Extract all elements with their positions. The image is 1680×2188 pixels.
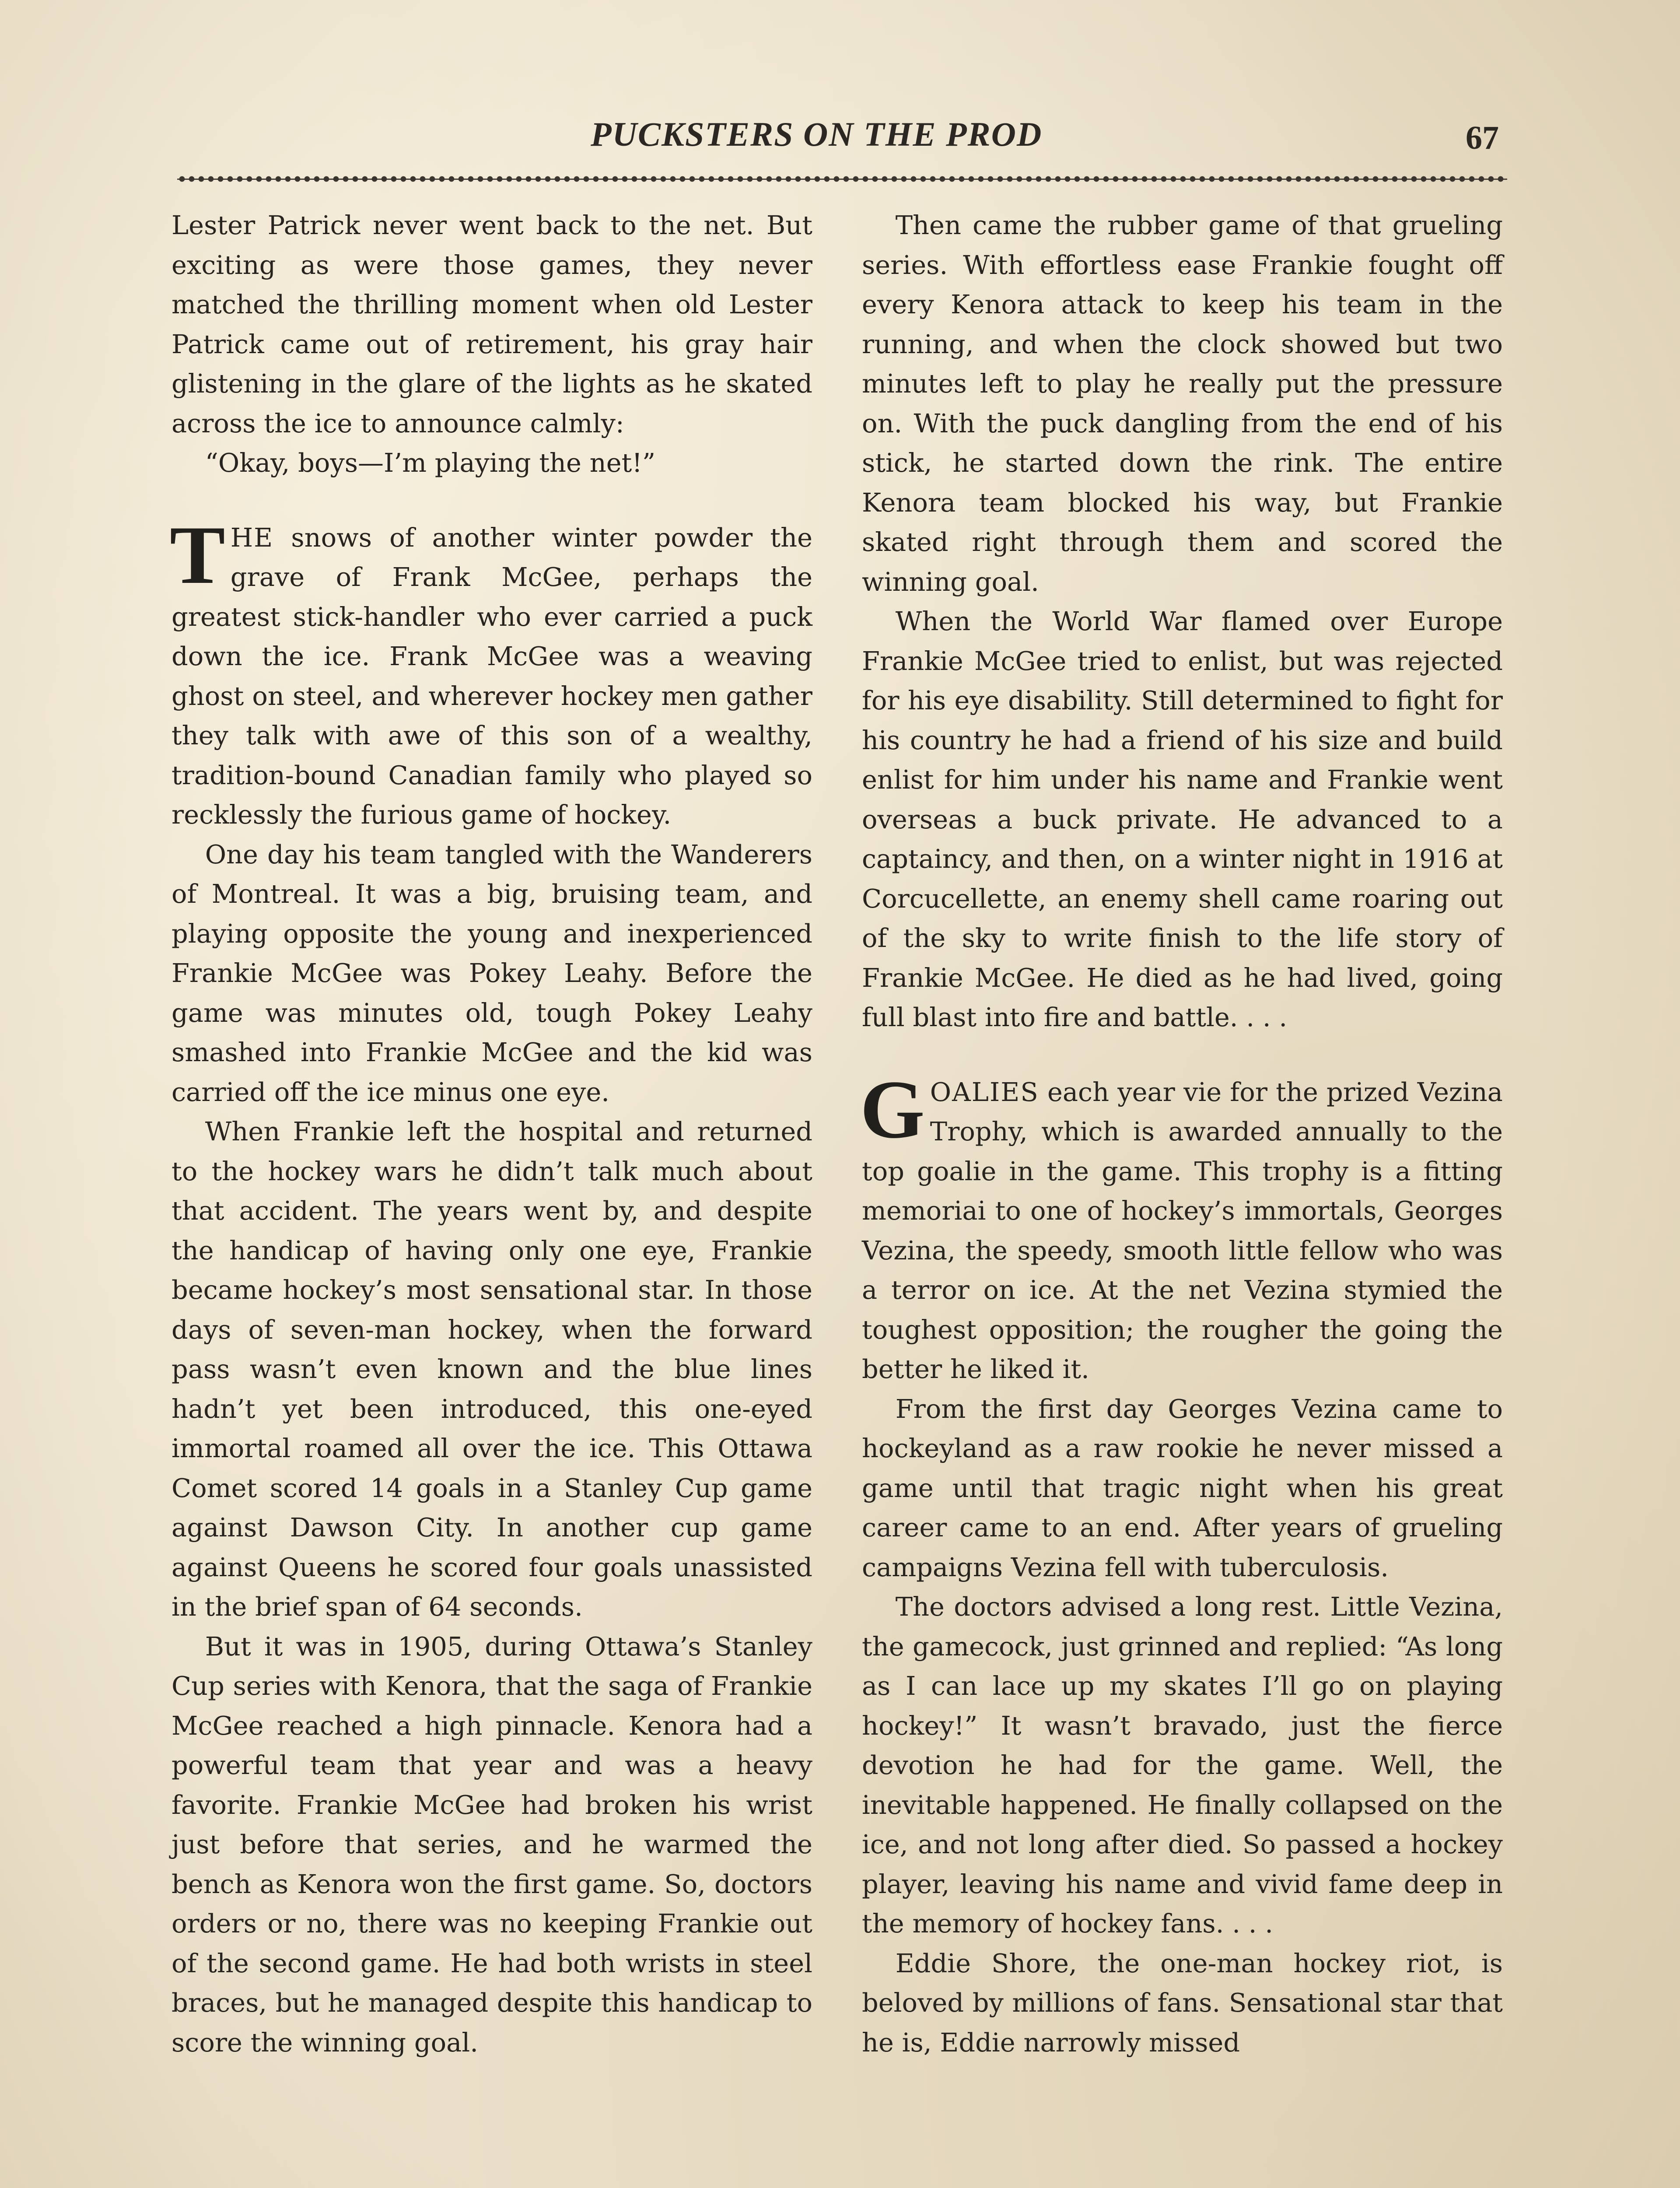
drop-cap: G <box>860 1063 925 1156</box>
page-number: 67 <box>1466 119 1499 156</box>
lead-in-caps: HE <box>230 522 274 553</box>
paragraph-text: each year vie for the prized Vezina Trophy, which is awarded annually to the top goalie in the game. This trophy is a fitting memoriai to one of hockey’s immortals, Georges Vezina, the speedy, smooth little fellow who was a terror on ice. At the net Vezina stymied the toughest opposition; the rougher the going the better he liked it. <box>862 1076 1503 1384</box>
left-column <box>172 206 812 2062</box>
paragraph: When Frankie left the hospital and returned to the hockey wars he didn’t talk much about that accident. The years went by, and despite the handicap of having only one eye, Frankie became hockey’s most sensational star. In those days of seven-man hockey, when the forward pass wasn’t even known and the blue lines hadn’t yet been introduced, this one-eyed immortal roamed all over the ice. This Ottawa Comet scored 14 goals in a Stanley Cup game against Dawson City. In another cup game against Queens he scored four goals unassisted in the brief span of 64 seconds. <box>172 1116 812 1622</box>
lead-in-caps: OALIES <box>930 1076 1039 1107</box>
right-column <box>862 206 1503 2062</box>
drop-cap: T <box>170 509 225 601</box>
header-dotted-rule <box>177 176 1507 182</box>
section-start-paragraph <box>860 1063 1503 1389</box>
paragraph: Lester Patrick never went back to the net. But exciting as were those games, they never matched the thrilling moment when old Lester Patrick came out of retirement, his gray hair glistening in the glare of the lights as he skated across the ice to announce calmly: <box>172 210 812 438</box>
paragraph: From the first day Georges Vezina came to hockeyland as a raw rookie he never missed a game until that tragic night when his great career came to an end. After years of grueling campaigns Vezina fell with tuberculosis. <box>862 1393 1503 1582</box>
running-title: PUCKSTERS ON THE PROD <box>591 115 1043 153</box>
paragraph: Eddie Shore, the one-man hockey riot, is beloved by millions of fans. Sensational star that he is, Eddie narrowly missed <box>862 1948 1503 2058</box>
paragraph: “Okay, boys—I’m playing the net!” <box>205 448 656 478</box>
paragraph: The doctors advised a long rest. Little Vezina, the gamecock, just grinned and replied: “As long as I can lace up my skates I’ll go on playing hockey!” It wasn’t bravado, just the fierce devotion he had for the game. Well, the inevitable happened. He finally collapsed on the ice, and not long after died. So passed a hockey player, leaving his name and vivid fame deep in the memory of hockey fans. . . . <box>862 1592 1503 1939</box>
paragraph: But it was in 1905, during Ottawa’s Stanley Cup series with Kenora, that the saga of Frankie McGee reached a high pinnacle. Kenora had a powerful team that year and was a heavy favorite. Frankie McGee had broken his wrist just before that series, and he warmed the bench as Kenora won the first game. So, doctors orders or no, there was no keeping Frankie out of the second game. He had both wrists in steel braces, but he managed despite this handicap to score the winning goal. <box>172 1631 812 2058</box>
paragraph-text: snows of another winter powder the grave of Frank McGee, perhaps the greatest stick-handler who ever carried a puck down the ice. Frank McGee was a weaving ghost on steel, and wherever hockey men gather they talk with awe of this son of a wealthy, tradition-bound Canadian family who played so recklessly the furious game of hockey. <box>172 522 812 830</box>
section-start-paragraph <box>170 509 812 835</box>
paragraph: One day his team tangled with the Wanderers of Montreal. It was a big, bruising team, and playing opposite the young and inexperienced Frankie McGee was Pokey Leahy. Before the game was minutes old, tough Pokey Leahy smashed into Frankie McGee and the kid was carried off the ice minus one eye. <box>172 839 812 1107</box>
running-head <box>0 115 1680 163</box>
paragraph: Then came the rubber game of that grueling series. With effortless ease Frankie fought off every Kenora attack to keep his team in the running, and when the clock showed but two minutes left to play he really put the pressure on. With the puck dangling from the end of his stick, he started down the rink. The entire Kenora team blocked his way, but Frankie skated right through them and scored the winning goal. <box>862 210 1503 597</box>
paragraph: When the World War flamed over Europe Frankie McGee tried to enlist, but was rejected for his eye disability. Still determined to fight for his country he had a friend of his size and build enlist for him under his name and Frankie went overseas a buck private. He advanced to a captaincy, and then, on a winter night in 1916 at Corcucellette, an enemy shell came roaring out of the sky to write finish to the life story of Frankie McGee. He died as he had lived, going full blast into fire and battle. . . . <box>862 606 1503 1032</box>
